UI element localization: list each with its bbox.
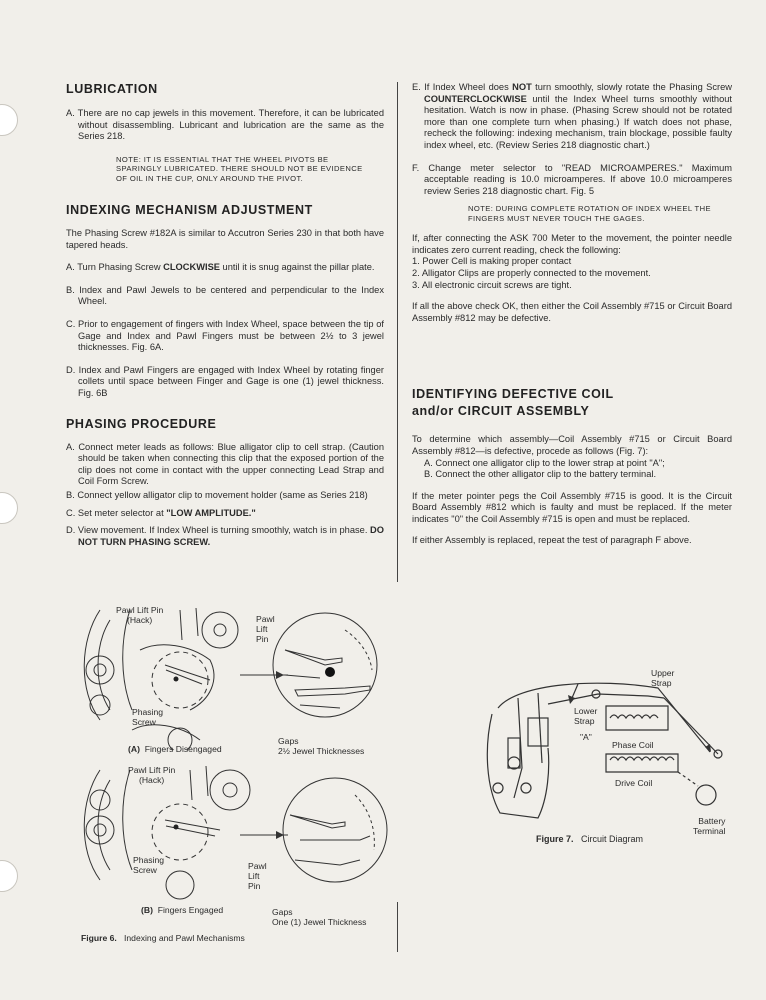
- fig6b-caption: (B) Fingers Engaged: [141, 905, 224, 915]
- gage-note: NOTE: DURING COMPLETE ROTATION OF INDEX WHEEL THE FINGERS MUST NEVER TOUCH THE GAGES.: [468, 204, 711, 223]
- fig6a-phasing-screw-label: Phasing Screw: [132, 707, 164, 727]
- determine-para: To determine which assembly—Coil Assembly #715 or Circuit Board Assembly #812—is defective, procede as follows (Fig. 7):: [412, 434, 732, 456]
- check-ok-para: If all the above check OK, then either the Coil Assembly #715 or Circuit Board Assembly #812 may be defective.: [412, 301, 732, 323]
- step-b: B. Connect the other alligator clip to the battery terminal.: [424, 469, 657, 480]
- figure-7-caption: Figure 7. Circuit Diagram: [536, 834, 644, 844]
- fig6b-pawl-lift-pin-label: Pawl Lift Pin: [248, 861, 267, 891]
- figure-7-circuit-drawing: [478, 668, 740, 838]
- ask700-intro: If, after connecting the ASK 700 Meter to the movement, the pointer needle indicates zero current reading, check the following:: [412, 233, 732, 255]
- replaced-para: If either Assembly is replaced, repeat the test of paragraph F above.: [412, 535, 692, 546]
- phasing-item-a: A. Connect meter leads as follows: Blue alligator clip to cell strap. (Caution should be taken when connecting this clip that the exposed portion of the clip does not come in contact with the upper connecting Lead Strap and Coil Form Screw.: [66, 441, 384, 487]
- binder-hole-middle: [0, 492, 18, 524]
- indexing-intro: The Phasing Screw #182A is similar to Accutron Series 230 in that both have tapered heads.: [66, 228, 384, 250]
- lubrication-heading: LUBRICATION: [66, 82, 158, 96]
- fig7-upper-strap-label: Upper Strap: [651, 668, 675, 688]
- figure-6b-drawing: [70, 760, 400, 910]
- step-a: A. Connect one alligator clip to the lower strap at point "A";: [424, 457, 665, 468]
- fig7-drive-coil-label: Drive Coil: [615, 778, 653, 788]
- phasing-heading: PHASING PROCEDURE: [66, 416, 217, 431]
- binder-hole-top: [0, 104, 18, 136]
- fig7-battery-terminal-label: Battery Terminal: [693, 816, 726, 836]
- column-divider-top: [397, 82, 398, 582]
- lubrication-para-a: A. There are no cap jewels in this movement. Therefore, it can be lubricated without disassembling. Lubricant and lubrication are the same as the Series 218.: [66, 108, 384, 142]
- left-column: [66, 82, 384, 548]
- fig6a-caption: (A) Fingers Disengaged: [128, 744, 222, 754]
- right-column: [412, 82, 732, 547]
- fig6a-pawl-lift-pin-label: Pawl Lift Pin: [256, 614, 275, 644]
- fig7-point-a-label: "A": [580, 732, 592, 742]
- indexing-item-c: C. Prior to engagement of fingers with Index Wheel, space between the tip of Gage and Index and Pawl Fingers must be between 2½ to 3 jewel thicknesses. Fig. 6A.: [66, 318, 384, 353]
- fig6b-pawl-lift-pin-hack-label: Pawl Lift Pin (Hack): [128, 765, 176, 785]
- fig6a-pawl-lift-pin-hack-label: Pawl Lift Pin (Hack): [116, 605, 164, 625]
- phasing-item-c: C. Set meter selector at "LOW AMPLITUDE.": [66, 507, 256, 518]
- indexing-item-b: B. Index and Pawl Jewels to be centered and perpendicular to the Index Wheel.: [66, 284, 384, 307]
- check-item-1: 1. Power Cell is making proper contact: [412, 256, 572, 267]
- fig6a-gaps-label: Gaps 2½ Jewel Thicknesses: [278, 736, 365, 756]
- check-item-3: 3. All electronic circuit screws are tight.: [412, 279, 572, 290]
- identifying-heading: IDENTIFYING DEFECTIVE COIL and/or CIRCUIT ASSEMBLY: [412, 387, 614, 419]
- phasing-item-e: E. If Index Wheel does NOT turn smoothly, slowly rotate the Phasing Screw COUNTERCLOCKWISE until the Index Wheel turns smoothly without hesitation. Watch is now in phase. (Phasing Screw should not be rotated more than one complete turn when phasing.) If watch does not phase, recheck the following: indexing mechanism, train blockage, possible faulty index wheel, etc. (Review Series 218 diagnostic chart.): [412, 82, 732, 150]
- phasing-item-f: F. Change meter selector to "READ MICROAMPERES." Maximum acceptable reading is 10.0 microamperes. If above 10.0 microamperes review Series 218 diagnostic chart. Fig. 5: [412, 162, 732, 196]
- check-item-2: 2. Alligator Clips are properly connected to the movement.: [412, 267, 651, 278]
- lubrication-note: NOTE: IT IS ESSENTIAL THAT THE WHEEL PIVOTS BE SPARINGLY LUBRICATED. THERE SHOULD NOT BE EVIDENCE OF OIL IN THE CUP, ONLY AROUND THE PIVOT.: [116, 154, 363, 183]
- indexing-heading: INDEXING MECHANISM ADJUSTMENT: [66, 203, 313, 217]
- indexing-item-d: D. Index and Pawl Fingers are engaged with Index Wheel by rotating finger collets until space between Finger and Gage is one (1) jewel thickness. Fig. 6B: [66, 364, 384, 398]
- fig7-phase-coil-label: Phase Coil: [612, 740, 654, 750]
- fig6b-phasing-screw-label: Phasing Screw: [133, 855, 165, 875]
- phasing-item-d: D. View movement. If Index Wheel is turning smoothly, watch is in phase. DO NOT TURN PHASING SCREW.: [66, 525, 384, 547]
- fig7-lower-strap-label: Lower Strap: [574, 706, 598, 726]
- result-para: If the meter pointer pegs the Coil Assembly #715 is good. It is the Circuit Board Assembly #812 which is faulty and must be replaced. If the meter indicates "0" the Coil Assembly #715 is open and must be replaced.: [412, 490, 732, 524]
- fig6b-gaps-label: Gaps One (1) Jewel Thickness: [272, 907, 367, 927]
- figure-6-caption: Figure 6. Indexing and Pawl Mechanisms: [81, 933, 245, 943]
- binder-hole-bottom: [0, 860, 18, 892]
- indexing-item-a: A. Turn Phasing Screw CLOCKWISE until it is snug against the pillar plate.: [66, 262, 375, 273]
- phasing-item-b: B. Connect yellow alligator clip to movement holder (same as Series 218): [66, 489, 368, 500]
